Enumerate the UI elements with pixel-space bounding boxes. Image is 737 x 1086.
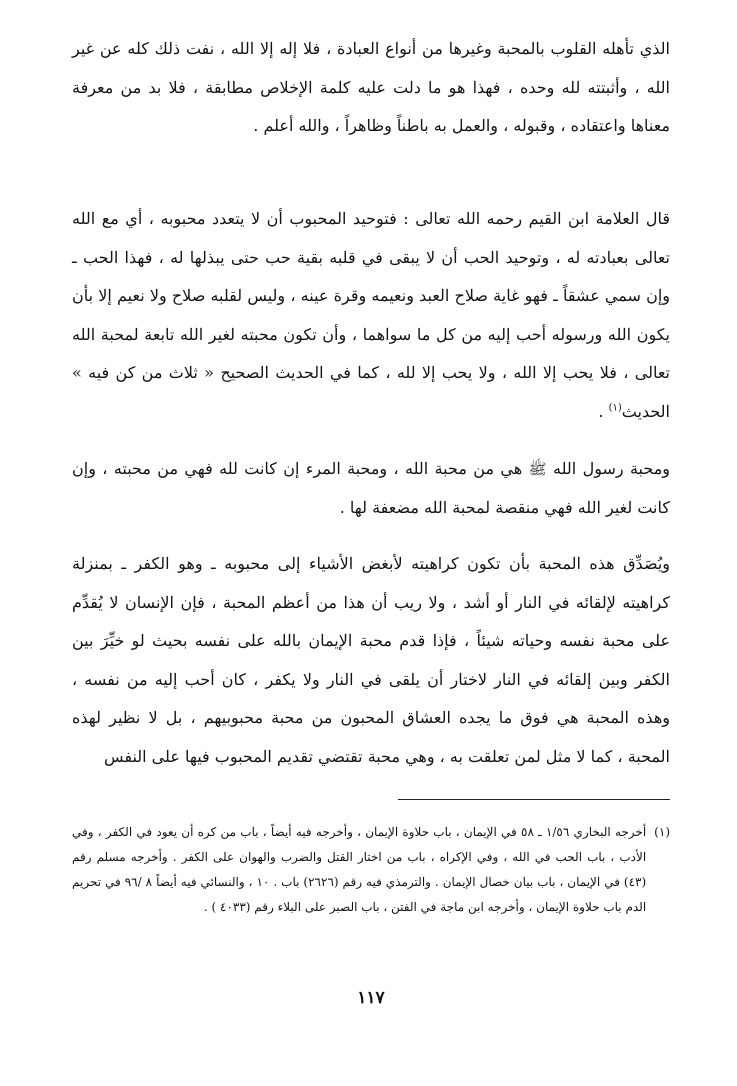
paragraph-end: هي من محبة الله ، ومحبة المرء إن كانت لله فهي من محبته ، وإن كانت لغير الله فهي منقصة لمحبة الله مضعفة لها . [72,459,670,517]
page-number: ١١٧ [357,988,385,1008]
footnote-number: (١) [654,825,670,839]
footnote-item [72,820,670,920]
footnote-reference[interactable]: (١) [608,402,622,414]
paragraph-text: ومحبة رسول الله [546,459,670,478]
paragraph-hatred-of-disbelief: ويُصَدِّق هذه المحبة بأن تكون كراهيته لأبغض الأشياء إلى محبوبه ـ وهو الكفر ـ بمنزلة كراهيته لإلقائه في النار أو أشد ، ولا ريب أن هذا من أعظم المحبة ، فإن الإنسان لا يُقدِّم على محبة نفسه وحياته شيئاً ، فإذا قدم محبة الإيمان بالله على نفسه بحيث لو خيِّرَ بين الكفر وبين إلقائه في النار لاختار أن يلقى في النار ولا يكفر ، كان أحب إليه من نفسه ، وهذه المحبة هي فوق ما يجده العشاق المحبون من محبة محبوبيهم ، بل لا نظير لهذه المحبة ، كما لا مثل لمن تعلقت به ، وهي محبة تقتضي تقديم المحبوب فيها على النفس [72,554,670,766]
paragraph-end: . [598,401,609,421]
paragraph-ibn-al-qayyim-quote [72,200,670,431]
paragraph-text: قال العلامة ابن القيم رحمه الله تعالى : فتوحيد المحبوب أن لا يتعدد محبوبه ، أي مع الله تعالى بعبادته له ، وتوحيد الحب أن لا يبقى في قلبه بقية حب حتى يبذلها له ، فهذا الحب ـ وإن سمي عشقاً ـ فهو غاية صلاح العبد ونعيمه وقرة عينه ، وليس لقلبه صلاح ولا نعيم إلا بأن يكون الله ورسوله أحب إليه من كل ما سواهما ، وأن تكون محبته لغير الله تابعة لمحبة الله تعالى ، فلا يحب إلا الله ، ولا يحب إلا لله ، كما في الحديث الصحيح « ثلاث من كن فيه » الحديث [72,209,670,421]
footnotes [72,820,670,920]
footnote-text: أخرجه البخاري ١/٥٦ ـ ٥٨ في الإيمان ، باب حلاوة الإيمان ، وأخرجه فيه أيضاً ، باب من كره أن يعود في الكفر ، وفي الأدب ، باب الحب في الله ، وفي الإكراه ، باب من اختار القتل والضرب والهوان على الكفر . وأخرجه مسلم رقم (٤٣) في الإيمان ، باب بيان خصال الإيمان . والترمذي فيه رقم (٢٦٢٦) باب . ١٠ ، والنسائي فيه أيضاً ٨ /٩٦ في تحريم الدم باب حلاوة الإيمان ، وأخرجه ابن ماجة في الفتن ، باب الصبر على البلاء رقم (٤٠٣٣ ) . [72,825,647,914]
salutation-ligature: ﷺ [528,460,547,478]
footnote-separator [398,799,670,800]
book-page [72,30,670,1070]
paragraph-tawhid-conclusion: الذي تأهله القلوب بالمحبة وغيرها من أنواع العبادة ، فلا إله إلا الله ، نفت ذلك كله عن غير الله ، وأثبتته لله وحده ، فهذا هو ما دلت عليه كلمة الإخلاص مطابقة ، فلا بد من معرفة معناها واعتقاده ، وقبوله ، والعمل به باطناً وظاهراً ، والله أعلم . [72,39,670,135]
paragraph-love-of-messenger [72,450,670,527]
